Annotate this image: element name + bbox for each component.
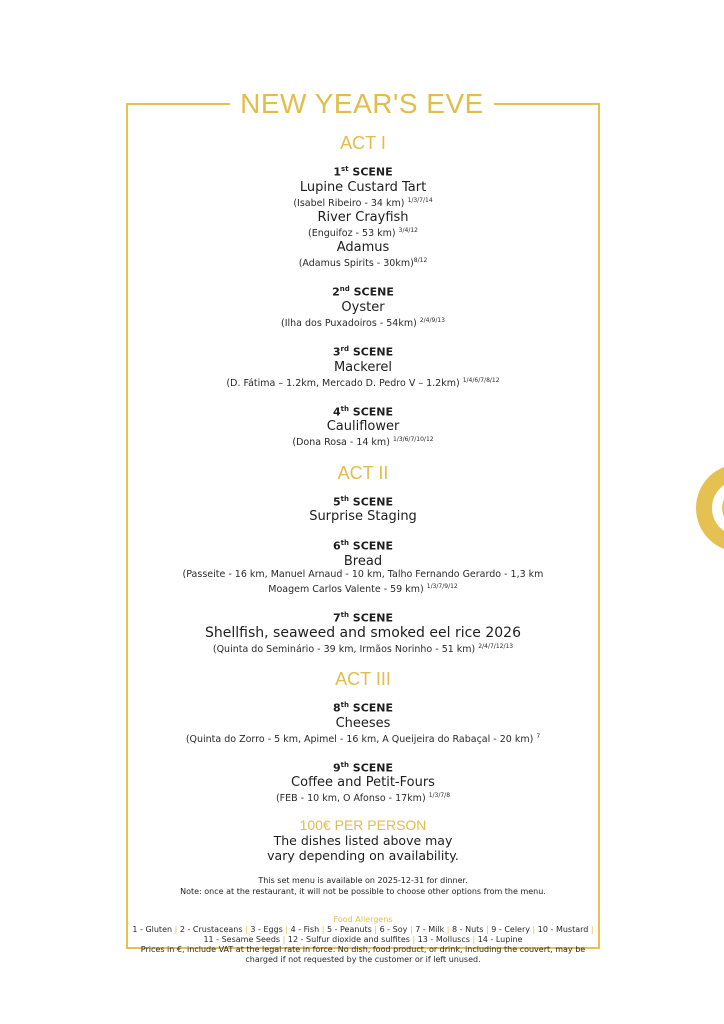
availability-line: vary depending on availability. (267, 848, 459, 864)
scene-heading: 7th SCENE (332, 611, 394, 625)
menu-note: This set menu is available on 2025-12-31 for dinner. (258, 876, 468, 886)
scene-heading: 9th SCENE (332, 760, 394, 775)
menu-content (126, 132, 600, 965)
decorative-circle-icon (690, 463, 724, 553)
scene-heading: 2nd SCENE (332, 285, 394, 299)
dish-name: Coffee and Petit-Fours (291, 775, 435, 791)
scene-heading: 4th SCENE (332, 404, 394, 419)
act-heading: ACT III (335, 668, 391, 689)
dish-source: (Ilha dos Puxadoiros - 54km) $^{2/4/9/13}$ (281, 316, 445, 329)
dish-source: (Isabel Ribeiro - 34 km) $^{1/3/7/14}$ (293, 196, 433, 209)
scene-heading: 8th SCENE (332, 700, 394, 715)
dish-name: Lupine Custard Tart (299, 179, 427, 195)
title-wrap (0, 88, 724, 120)
dish-source: (Dona Rosa - 14 km) $^{1/3/6/7/10/12}$ (292, 436, 434, 449)
dish-source: (Quinta do Seminário - 39 km, Irmãos Norinho - 51 km) $^{2/4/7/12/13}$ (212, 642, 514, 655)
scene-heading: 1st SCENE (333, 165, 393, 179)
pricing-footer: Prices in €, include VAT at the legal rate in force. No dish, food product, or drink, including the couvert, may be (140, 945, 586, 955)
dish-source: Moagem Carlos Valente - 59 km) $^{1/3/7/9/12}$ (268, 582, 458, 596)
pricing-footer: charged if not requested by the customer or if left unused. (245, 955, 481, 965)
dish-source: (Passeite - 16 km, Manuel Arnaud - 10 km, Talho Fernando Gerardo - 1,3 km (182, 568, 544, 580)
scene-heading: 5th SCENE (332, 494, 394, 509)
scene-heading: 3rd SCENE (332, 344, 394, 359)
menu-note: Note: once at the restaurant, it will not be possible to choose other options from the menu. (180, 887, 546, 897)
dish-name: Bread (343, 553, 383, 569)
dish-source: (Enguifoz - 53 km) $^{3/4/12}$ (308, 226, 418, 239)
dish-source: (Quinta do Zorro - 5 km, Apimel - 16 km, A Queijeira do Rabaçal - 20 km) $^7$ (185, 732, 541, 745)
dish-name: Adamus (336, 239, 390, 255)
dish-name: Surprise Staging (309, 509, 417, 525)
scene-heading: 6th SCENE (332, 539, 394, 553)
availability-line: The dishes listed above may (273, 833, 453, 849)
dish-source: (D. Fátima – 1.2km, Mercado D. Pedro V – 1.2km) $^{1/4/6/7/8/12}$ (226, 376, 500, 389)
price-per-person: 100€ PER PERSON (299, 817, 427, 834)
dish-source: (FEB - 10 km, O Afonso - 17km) $^{1/3/7/8}$ (275, 792, 451, 805)
dish-name: Oyster (341, 299, 385, 315)
allergens-title: Food Allergens (333, 915, 393, 925)
dish-name: Mackerel (333, 359, 393, 375)
dish-name: Cheeses (335, 715, 391, 731)
allergens-line: 11 - Sesame Seeds | 12 - Sulfur dioxide and sulfites | 13 - Molluscs | 14 - Lupine (203, 935, 523, 945)
allergens-line: 1 - Gluten | 2 - Crustaceans | 3 - Eggs | 4 - Fish | 5 - Peanuts | 6 - Soy | 7 - Milk | 8 - Nuts | 9 - Celery | 10 - Mustard | (132, 925, 594, 935)
dish-name: Shellfish, seaweed and smoked eel rice 2026 (205, 624, 521, 641)
dish-name: River Crayfish (317, 209, 409, 225)
dish-source: (Adamus Spirits - 30km)$^{8/12}$ (298, 256, 428, 270)
act-heading: ACT I (340, 133, 386, 153)
act-heading: ACT II (337, 462, 389, 483)
menu-title: NEW YEAR'S EVE (230, 88, 494, 120)
dish-name: Cauliflower (326, 419, 400, 435)
